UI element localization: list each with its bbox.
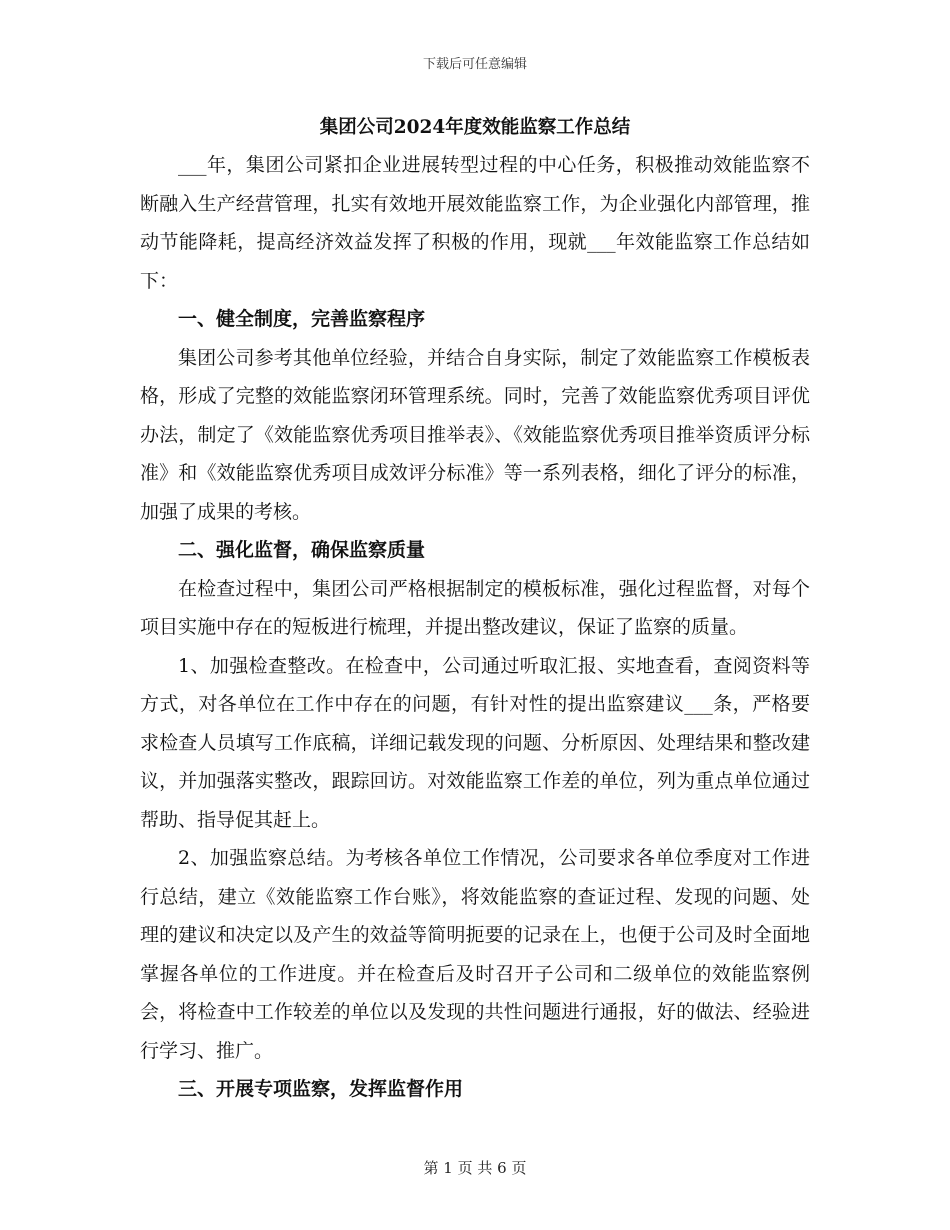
item-1-paragraph: 1、加强检查整改。在检查中，公司通过听取汇报、实地查看，查阅资料等方式，对各单位在工作中存在的问题，有针对性的提出监察建议___条，严格要求检查人员填写工作底稿，详细记载发现的问题、分析原因、处理结果和整改建议，并加强落实整改，跟踪回访。对效能监察工作差的单位，列为重点单位通过帮助、指导促其赶上。 <box>140 654 810 831</box>
item-2-paragraph: 2、加强监察总结。为考核各单位工作情况，公司要求各单位季度对工作进行总结，建立《效能监察工作台账》，将效能监察的查证过程、发现的问题、处理的建议和决定以及产生的效益等简明扼要的记录在上，也便于公司及时全面地掌握各单位的工作进度。并在检查后及时召开子公司和二级单位的效能监察例会，将检查中工作较差的单位以及发现的共性问题进行通报，好的做法、经验进行学习、推广。 <box>140 847 810 1062</box>
section-1-paragraph: 集团公司参考其他单位经验，并结合自身实际，制定了效能监察工作模板表格，形成了完整的效能监察闭环管理系统。同时，完善了效能监察优秀项目评优办法，制定了《效能监察优秀项目推举表》、《效能监察优秀项目推举资质评分标准》和《效能监察优秀项目成效评分标准》等一系列表格，细化了评分的标准，加强了成果的考核。 <box>140 346 810 523</box>
document-body <box>140 110 810 1109</box>
header-note: 下载后可任意编辑 <box>422 57 527 72</box>
page-footer: 第 1 页 共 6 页 <box>423 1159 527 1177</box>
section-3-heading: 三、开展专项监察，发挥监督作用 <box>178 1078 464 1100</box>
section-2-paragraph: 在检查过程中，集团公司严格根据制定的模板标准，强化过程监督，对每个项目实施中存在的短板进行梳理，并提出整改建议，保证了监察的质量。 <box>140 577 810 638</box>
intro-paragraph: ___年，集团公司紧扣企业进展转型过程的中心任务，积极推动效能监察不断融入生产经营管理，扎实有效地开展效能监察工作，为企业强化内部管理，推动节能降耗，提高经济效益发挥了积极的作用，现就___年效能监察工作总结如下： <box>140 154 810 292</box>
section-2-heading: 二、强化监督，确保监察质量 <box>178 539 426 561</box>
section-1-heading: 一、健全制度，完善监察程序 <box>178 308 426 330</box>
document-title: 集团公司2024年度效能监察工作总结 <box>319 117 631 138</box>
